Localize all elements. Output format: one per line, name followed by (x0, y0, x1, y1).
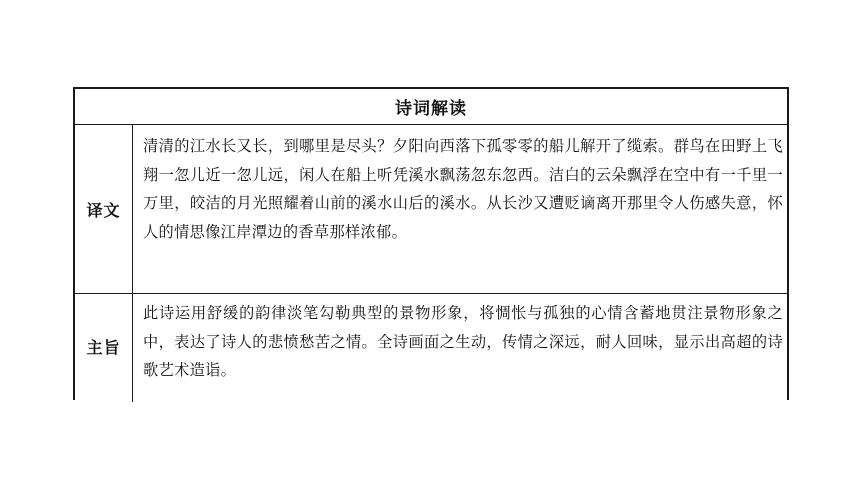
row-divider (75, 293, 787, 294)
translation-label: 译文 (86, 200, 121, 220)
table-header: 诗词解读 (75, 89, 787, 125)
theme-text: 此诗运用舒缓的韵律淡笔勾勒典型的景物形象，将惆怅与孤独的心情含蓄地贯注景物形象之中，表达了诗人的悲愤愁苦之情。全诗画面之生动，传情之深远，耐人回味，显示出高超的诗歌艺术造诣。 (143, 304, 783, 380)
translation-text: 清清的江水长又长，到哪里是尽头？夕阳向西落下孤零零的船儿解开了缆索。群鸟在田野上飞翔一忽儿近一忽儿远，闲人在船上听凭溪水飘荡忽东忽西。洁白的云朵飘浮在空中有一千里一万里，皎洁的月光照耀着山前的溪水山后的溪水。从长沙又遭贬谪离开那里令人伤感失意，怀人的情思像江岸潭边的香草那样浓郁。 (143, 137, 783, 241)
poem-interpretation-table (73, 87, 789, 400)
column-divider (132, 125, 133, 402)
theme-label: 主旨 (86, 338, 121, 357)
